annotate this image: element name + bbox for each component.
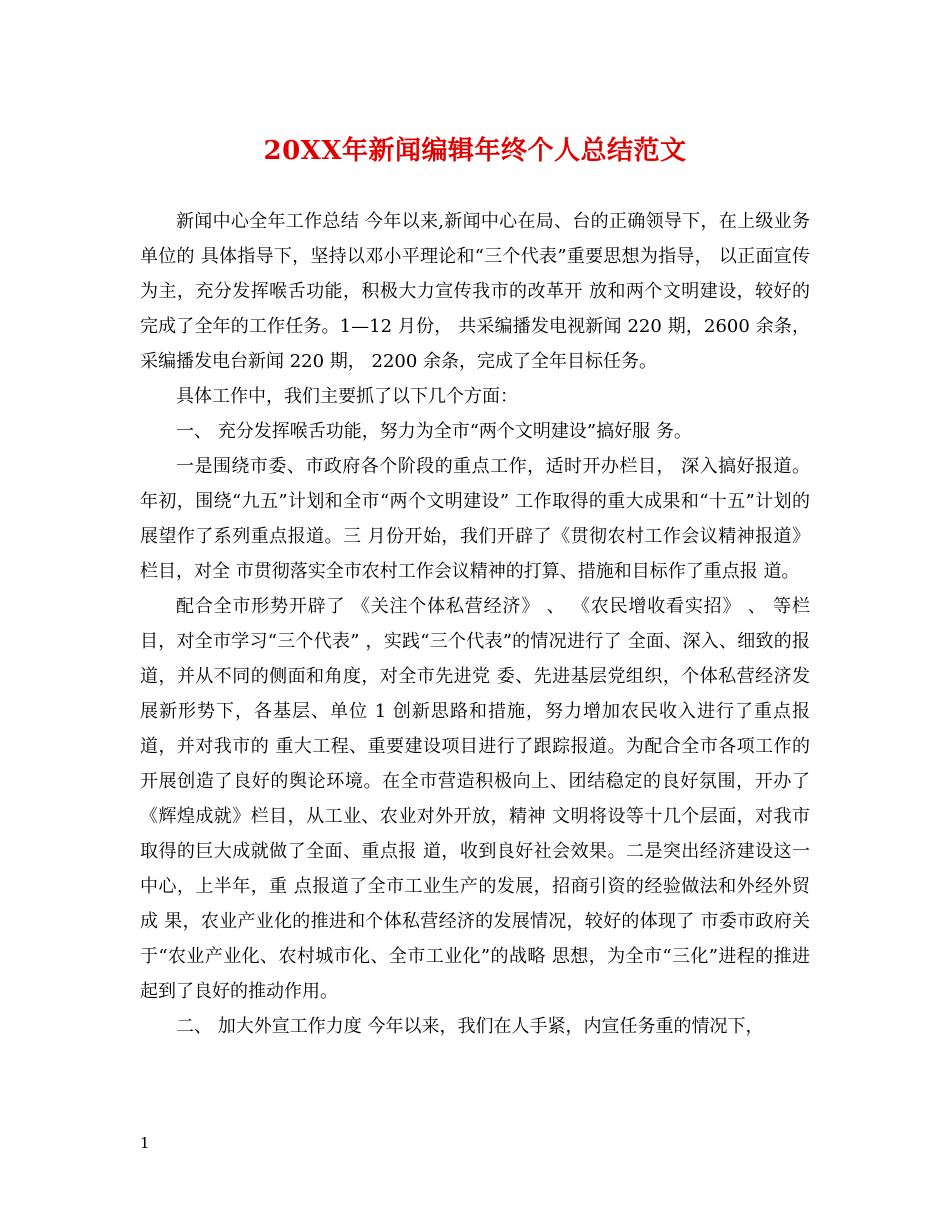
page-number: 1 (140, 1134, 150, 1152)
section-heading-2: 二、 加大外宣工作力度 今年以来，我们在人手紧，内宣任务重的情况下， (176, 1016, 764, 1037)
paragraph-section-1-a: 一是围绕市委、市政府各个阶段的重点工作，适时开办栏目， 深入搞好报道。年初，围绕“九五”计划和全市“两个文明建设” 工作取得的重大成果和“十五”计划的展望作了系列重点报道。三 月份开始，我们开辟了《贯彻农村工作会议精神报道》栏目，对全 市贯彻落实全市农村工作会议精神的打算、措施和目标作了重点报 道。 (140, 456, 810, 582)
paragraph-intro: 新闻中心全年工作总结 今年以来,新闻中心在局、台的正确领导下，在上级业务单位的 具体指导下，坚持以邓小平理论和“三个代表”重要思想为指导， 以正面宣传为主，充分发挥喉舌功能，积极大力宣传我市的改革开 放和两个文明建设，较好的完成了全年的工作任务。1—12 月份， 共采编播发电视新闻 220 期，2600 余条， 采编播发电台新闻 220 期， 2200 余条，完成了全年目标任务。 (140, 211, 810, 372)
document-body (140, 204, 810, 1044)
section-heading-1: 一、 充分发挥喉舌功能，努力为全市“两个文明建设”搞好服 务。 (176, 421, 692, 442)
paragraph-section-1-b: 配合全市形势开辟了 《关注个体私营经济》 、 《农民增收看实招》 、 等栏目，对全市学习“三个代表” ，实践“三个代表”的情况进行了 全面、深入、细致的报道，并从不同的侧面和角度，对全市先进党 委、先进基层党组织，个体私营经济发展新形势下，各基层、单位 1 创新思路和措施，努力增加农民收入进行了重点报道，并对我市的 重大工程、重要建设项目进行了跟踪报道。为配合全市各项工作的 开展创造了良好的舆论环境。在全市营造积极向上、团结稳定的良好氛围，开办了《辉煌成就》栏目，从工业、农业对外开放，精神 文明将设等十几个层面，对我市取得的巨大成就做了全面、重点报 道，收到良好社会效果。二是突出经济建设这一中心，上半年，重 点报道了全市工业生产的发展，招商引资的经验做法和外经外贸成 果，农业产业化的推进和个体私营经济的发展情况，较好的体现了 市委市政府关于“农业产业化、农村城市化、全市工业化”的战略 思想，为全市“三化”进程的推进起到了良好的推动作用。 (140, 596, 810, 1002)
document-title: 20XX年新闻编辑年终个人总结范文 (263, 136, 687, 166)
paragraph-overview: 具体工作中，我们主要抓了以下几个方面： (176, 386, 518, 407)
